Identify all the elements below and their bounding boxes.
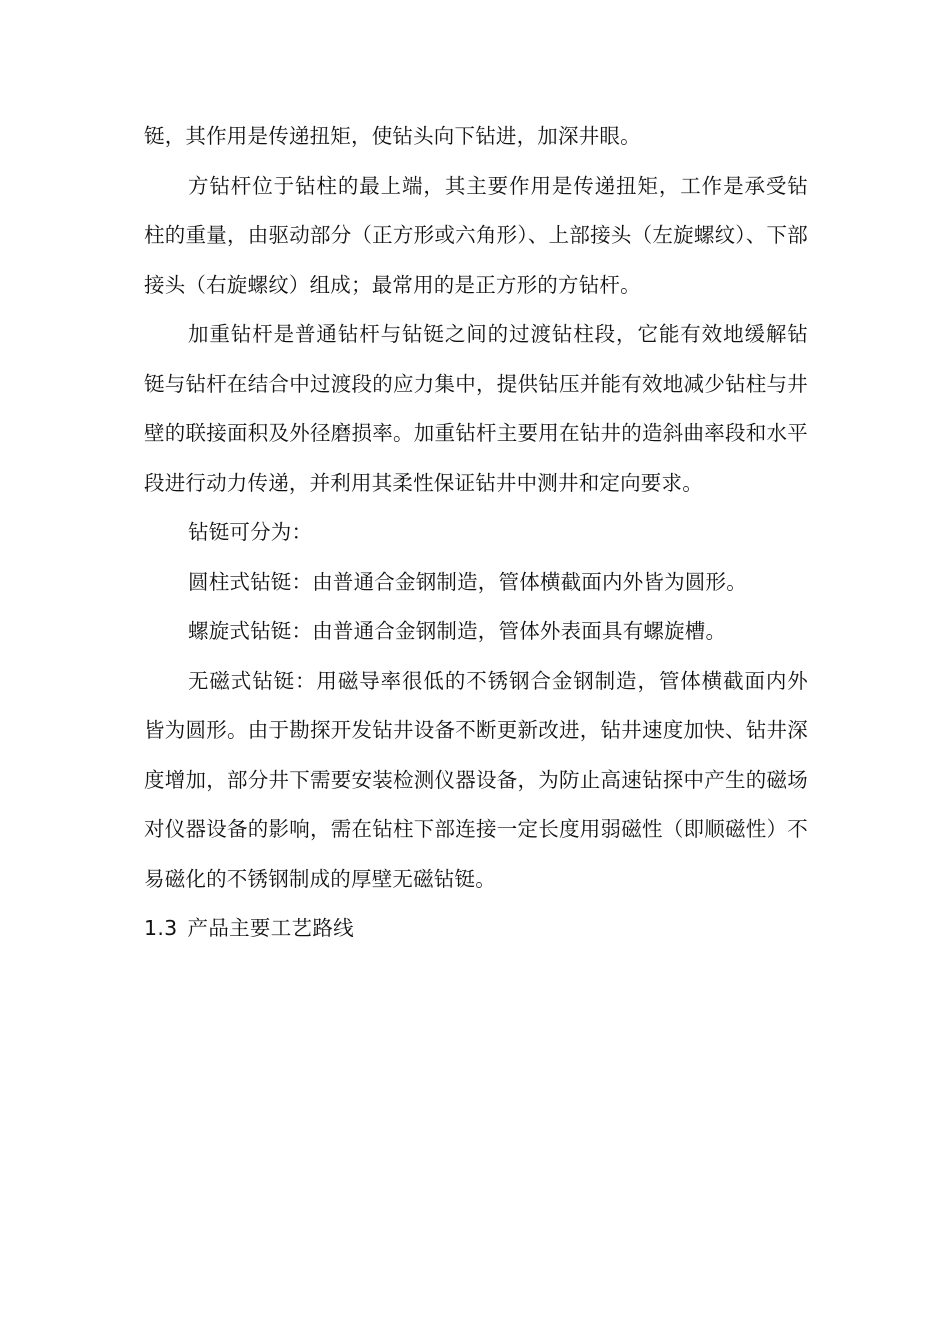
paragraph-continuation: 铤，其作用是传递扭矩，使钻头向下钻进，加深井眼。 — [144, 124, 641, 148]
paragraph-kelly: 方钻杆位于钻柱的最上端，其主要作用是传递扭矩，工作是承受钻柱的重量，由驱动部分（正方形或六角形）、上部接头（左旋螺纹）、下部接头（右旋螺纹）组成；最常用的是正方形的方钻杆。 — [144, 173, 808, 297]
section-heading — [144, 904, 808, 954]
section-title: 产品主要工艺路线 — [187, 916, 354, 940]
document-body — [144, 112, 808, 954]
section-number: 1.3 — [144, 916, 178, 940]
paragraph-spiral-collar: 螺旋式钻铤：由普通合金钢制造，管体外表面具有螺旋槽。 — [188, 619, 727, 643]
paragraph-drill-collar-types-intro: 钻铤可分为： — [188, 520, 313, 544]
paragraph-cylindrical-collar: 圆柱式钻铤：由普通合金钢制造，管体横截面内外皆为圆形。 — [188, 569, 747, 594]
paragraph-non-magnetic-collar: 无磁式钻铤：用磁导率很低的不锈钢合金钢制造，管体横截面内外皆为圆形。由于勘探开发钻井设备不断更新改进，钻井速度加快、钻井深度增加，部分井下需要安装检测仪器设备，为防止高速钻探中产生的磁场对仪器设备的影响，需在钻柱下部连接一定长度用弱磁性（即顺磁性）不易磁化的不锈钢制成的厚壁无磁钻铤。 — [144, 668, 808, 891]
paragraph-heavy-weight-drill-pipe: 加重钻杆是普通钻杆与钻铤之间的过渡钻柱段，它能有效地缓解钻铤与钻杆在结合中过渡段的应力集中，提供钻压并能有效地减少钻柱与井壁的联接面积及外径磨损率。加重钻杆主要用在钻井的造斜曲率段和水平段进行动力传递，并利用其柔性保证钻井中测井和定向要求。 — [144, 322, 808, 495]
